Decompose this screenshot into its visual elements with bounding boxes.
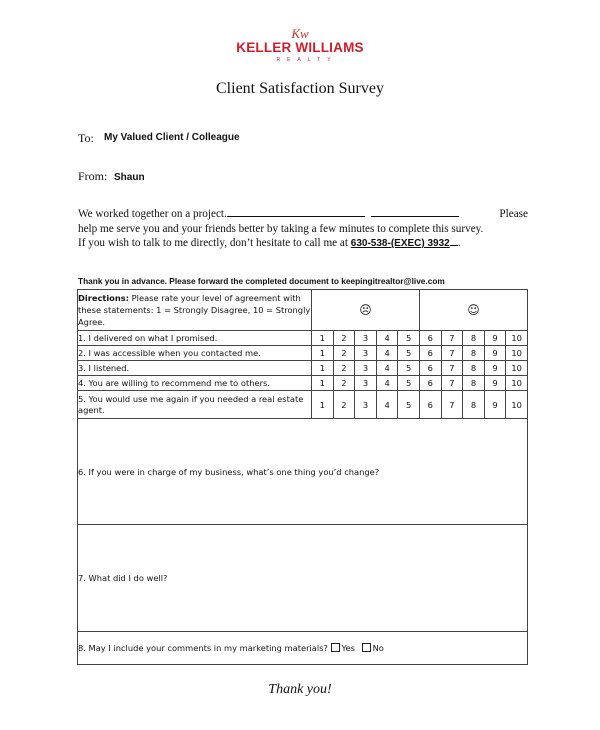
rating-cell[interactable]: 3 <box>355 331 377 346</box>
logo-subtitle: REALTY <box>276 57 338 63</box>
thanks-note: Thank you in advance. Please forward the completed document to keepingitrealtor@live.com <box>78 276 445 286</box>
rating-cell[interactable]: 1 <box>312 361 334 376</box>
rating-cell[interactable]: 3 <box>355 376 377 391</box>
rating-cell[interactable]: 6 <box>419 361 441 376</box>
intro-line1-start: We worked together on a project. <box>78 208 227 220</box>
rating-cell[interactable]: 2 <box>333 391 355 419</box>
rating-cell[interactable]: 3 <box>355 361 377 376</box>
rating-cell[interactable]: 9 <box>484 361 506 376</box>
rating-cell[interactable]: 5 <box>398 361 420 376</box>
rating-cell[interactable]: 7 <box>441 391 463 419</box>
rating-cell[interactable]: 4 <box>376 376 398 391</box>
rating-cell[interactable]: 6 <box>419 376 441 391</box>
rating-cell[interactable]: 3 <box>355 391 377 419</box>
rating-cell[interactable]: 3 <box>355 346 377 361</box>
project-blank-2[interactable] <box>371 207 459 217</box>
intro-line3-start: If you wish to talk to me directly, don’t hesitate to call me at <box>78 237 348 249</box>
rating-cell[interactable]: 10 <box>506 376 528 391</box>
rating-cell[interactable]: 6 <box>419 331 441 346</box>
statement-5: 5. You would use me again if you needed a real estate agent. <box>78 391 312 419</box>
statement-1: 1. I delivered on what I promised. <box>78 331 312 346</box>
from-label: From: <box>78 169 108 183</box>
rating-cell[interactable]: 10 <box>506 361 528 376</box>
statement-3: 3. I listened. <box>78 361 312 376</box>
rating-cell[interactable]: 4 <box>376 346 398 361</box>
rating-cell[interactable]: 8 <box>463 391 485 419</box>
rating-cell[interactable]: 8 <box>463 376 485 391</box>
rating-cell[interactable]: 5 <box>398 331 420 346</box>
rating-cell[interactable]: 4 <box>376 331 398 346</box>
question-6-label: 6. If you were in charge of my business, what’s one thing you’d change? <box>78 466 380 477</box>
statement-4: 4. You are willing to recommend me to others. <box>78 376 312 391</box>
marketing-question-cell <box>78 632 528 665</box>
rating-cell[interactable]: 6 <box>419 346 441 361</box>
phone-number: 630-538-(EXEC) 3932 <box>350 238 450 249</box>
intro-line2: help me serve you and your friends better by taking a few minutes to complete this survey. <box>78 222 484 235</box>
rating-cell[interactable]: 1 <box>312 346 334 361</box>
rating-cell[interactable]: 1 <box>312 331 334 346</box>
rating-cell[interactable]: 2 <box>333 331 355 346</box>
rating-cell[interactable]: 8 <box>463 346 485 361</box>
happy-face-icon: ☺ <box>419 290 527 331</box>
rating-cell[interactable]: 2 <box>333 376 355 391</box>
rating-cell[interactable]: 9 <box>484 331 506 346</box>
page-title: Client Satisfaction Survey <box>216 80 384 97</box>
rating-cell[interactable]: 5 <box>398 391 420 419</box>
directions-label: Directions: <box>78 293 130 303</box>
table-row <box>78 361 528 376</box>
logo-monogram: Kw <box>291 26 309 41</box>
rating-cell[interactable]: 10 <box>506 331 528 346</box>
intro-line3-end: . <box>457 237 461 249</box>
table-row <box>78 391 528 419</box>
rating-cell[interactable]: 10 <box>506 346 528 361</box>
sad-face-icon: ☹ <box>312 290 420 331</box>
from-value: Shaun <box>114 172 145 183</box>
survey-table <box>77 289 528 665</box>
table-row <box>78 346 528 361</box>
rating-cell[interactable]: 4 <box>376 391 398 419</box>
rating-cell[interactable]: 1 <box>312 376 334 391</box>
question-7-label: 7. What did I do well? <box>78 573 168 583</box>
rating-cell[interactable]: 7 <box>441 331 463 346</box>
rating-cell[interactable]: 5 <box>398 376 420 391</box>
to-label: To: <box>78 131 94 145</box>
no-label: No <box>372 643 384 653</box>
open-question-7[interactable] <box>78 525 528 632</box>
directions-text: Please rate your level of agreement with these statements: 1 = Strongly Disagree, 10 = Strongly Agree. <box>78 293 311 327</box>
logo-name: KELLER WILLIAMS <box>236 40 364 55</box>
no-checkbox[interactable] <box>362 643 371 652</box>
rating-cell[interactable]: 9 <box>484 391 506 419</box>
rating-cell[interactable]: 7 <box>441 361 463 376</box>
yes-label: Yes <box>341 643 355 653</box>
rating-cell[interactable]: 2 <box>333 346 355 361</box>
rating-cell[interactable]: 8 <box>463 361 485 376</box>
yes-checkbox[interactable] <box>331 643 340 652</box>
rating-cell[interactable]: 9 <box>484 376 506 391</box>
question-8-label: 8. May I include your comments in my marketing materials? <box>78 643 328 653</box>
rating-cell[interactable]: 4 <box>376 361 398 376</box>
table-row <box>78 376 528 391</box>
table-row <box>78 331 528 346</box>
statement-2: 2. I was accessible when you contacted me. <box>78 346 312 361</box>
rating-cell[interactable]: 9 <box>484 346 506 361</box>
rating-cell[interactable]: 10 <box>506 391 528 419</box>
closing-thank-you: Thank you! <box>268 682 332 697</box>
intro-paragraph <box>78 207 528 252</box>
rating-cell[interactable]: 2 <box>333 361 355 376</box>
directions-cell <box>78 290 312 331</box>
intro-line1-end: Please <box>499 208 528 220</box>
to-value: My Valued Client / Colleague <box>104 132 240 143</box>
rating-cell[interactable]: 7 <box>441 346 463 361</box>
open-question-6[interactable] <box>78 419 528 525</box>
rating-cell[interactable]: 5 <box>398 346 420 361</box>
rating-cell[interactable]: 8 <box>463 331 485 346</box>
rating-cell[interactable]: 1 <box>312 391 334 419</box>
rating-cell[interactable]: 6 <box>419 391 441 419</box>
rating-cell[interactable]: 7 <box>441 376 463 391</box>
project-blank[interactable] <box>227 207 365 217</box>
